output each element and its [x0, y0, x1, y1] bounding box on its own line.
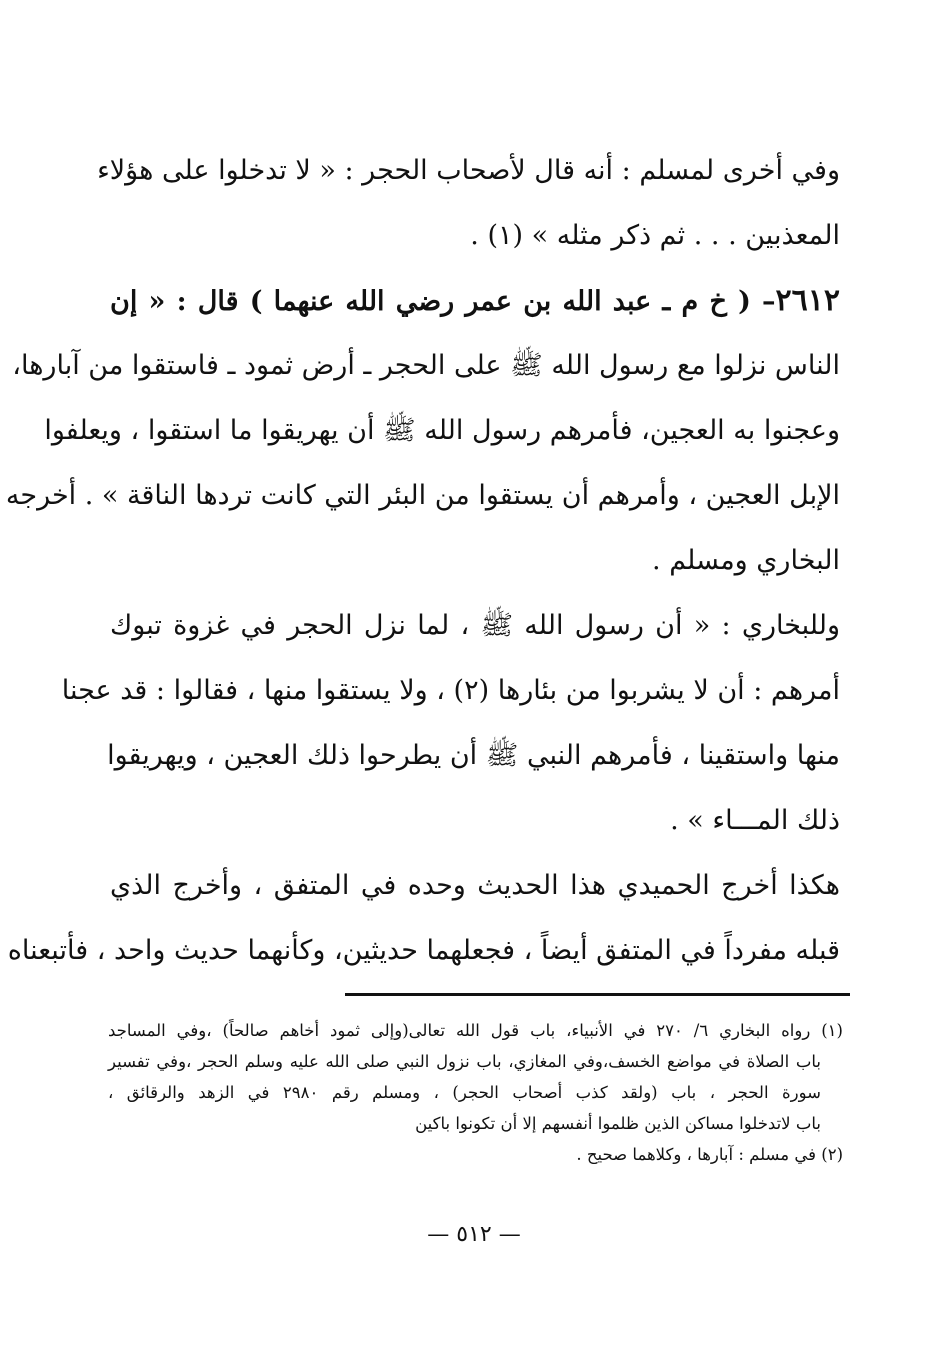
main-text — [5, 138, 840, 983]
text-line: البخاري ومسلم . — [652, 545, 840, 576]
footnote-line: سورة الحجر ، باب (ولقد كذب أصحاب الحجر) ، ومسلم رقم ٢٩٨٠ في الزهد والرقائق ، — [108, 1083, 821, 1102]
text-line: منها واستقينا ، فأمرهم النبي ﷺ أن يطرحوا ذلك العجين ، ويهريقوا — [107, 740, 840, 771]
footnote-line: باب لاتدخلوا مساكن الذين ظلموا أنفسهم إلا أن تكونوا باكين — [415, 1114, 821, 1133]
text-line: الإبل العجين ، وأمرهم أن يستقوا من البئر التي كانت تردها الناقة » . أخرجه — [5, 480, 840, 511]
text-line: وعجنوا به العجين، فأمرهم رسول الله ﷺ أن يهريقوا ما استقوا ، ويعلفوا — [44, 415, 840, 446]
footnote-divider — [345, 993, 850, 996]
footnotes — [108, 1015, 843, 1170]
text-line: وللبخاري : « أن رسول الله ﷺ ، لما نزل الحجر في غزوة تبوك — [110, 610, 840, 641]
hadith-attribution: – ( خ م ـ عبد الله بن عمر رضي الله عنهما ) قال : « إن — [110, 286, 776, 317]
text-line: قبله مفرداً في المتفق أيضاً ، فجعلهما حديثين، وكأنهما حديث واحد ، فأتبعناه — [7, 935, 840, 966]
text-line: الناس نزلوا مع رسول الله ﷺ على الحجر ـ أرض ثمود ـ فاستقوا من آبارها، — [12, 350, 840, 381]
text-line: أمرهم : أن لا يشربوا من بئارها (٢) ، ولا يستقوا منها ، فقالوا : قد عجنا — [61, 675, 840, 706]
hadith-number: ٢٦١٢ — [775, 283, 840, 318]
text-line: المعذبين . . . ثم ذكر مثله » (١) . — [470, 220, 840, 251]
footnote-line: باب الصلاة في مواضع الخسف،وفي المغازي، باب نزول النبي صلى الله عليه وسلم الحجر ،وفي تفسير — [108, 1052, 821, 1071]
footnote-line: (١) رواه البخاري ٦/ ٢٧٠ في الأنبياء، باب قول الله تعالى(وإلى ثمود أخاهم صالحاً) ،وفي المساجد — [108, 1021, 843, 1040]
page-number: — ٥١٢ — — [427, 1222, 521, 1247]
text-line: ذلك المـــاء » . — [670, 805, 840, 836]
hadith-heading-line — [110, 268, 840, 333]
footnote-line: (٢) في مسلم : آبارها ، وكلاهما صحيح . — [576, 1145, 843, 1164]
text-line: وفي أخرى لمسلم : أنه قال لأصحاب الحجر : « لا تدخلوا على هؤلاء — [97, 155, 840, 186]
text-line: هكذا أخرج الحميدي هذا الحديث وحده في المتفق ، وأخرج الذي — [110, 870, 840, 901]
